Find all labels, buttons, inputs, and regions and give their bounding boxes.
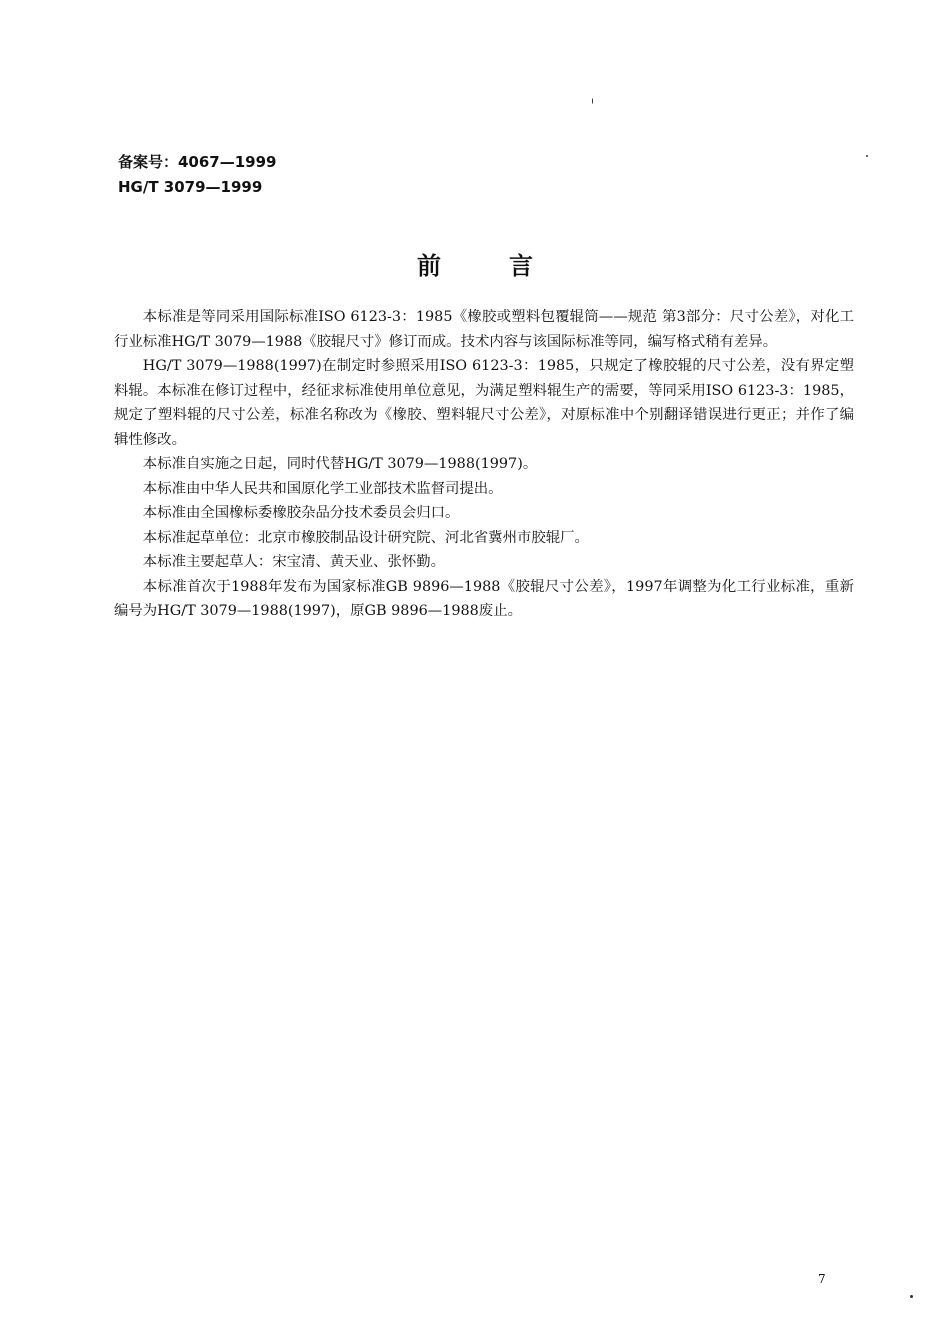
scan-speck <box>592 98 593 104</box>
page-number: 7 <box>818 1272 826 1286</box>
record-number-block <box>118 150 277 200</box>
paragraph-4: 本标准由中华人民共和国原化学工业部技术监督司提出。 <box>142 480 503 497</box>
paragraph-7: 本标准主要起草人：宋宝清、黄天业、张怀勤。 <box>142 554 446 570</box>
paragraph-3: 本标准自实施之日起，同时代替HG/T 3079—1988(1997)。 <box>142 456 538 472</box>
scan-speck <box>910 1295 913 1298</box>
paragraph-6: 本标准起草单位：北京市橡胶制品设计研究院、河北省冀州市胶辊厂。 <box>142 529 589 546</box>
paragraph-5: 本标准由全国橡标委橡胶杂品分技术委员会归口。 <box>142 505 460 521</box>
paragraph-8: 本标准首次于1988年发布为国家标准GB 9896—1988《胶辊尺寸公差》，1997年调整为化工行业标准，重新编号为HG/T 3079—1988(1997)，原GB 9896—1988废止。 <box>114 578 854 619</box>
page-title: 前言 <box>417 252 601 280</box>
standard-number: HG/T 3079—1999 <box>118 178 263 196</box>
record-number: 备案号：4067—1999 <box>118 153 277 171</box>
paragraph-2: HG/T 3079—1988(1997)在制定时参照采用ISO 6123-3：1985，只规定了橡胶辊的尺寸公差，没有界定塑料辊。本标准在修订过程中，经征求标准使用单位意见，为满足塑料辊生产的需要，等同采用ISO 6123-3：1985，规定了塑料辊的尺寸公差，标准名称改为《橡胶、塑料辊尺寸公差》，对原标准中个别翻译错误进行更正；并作了编辑性修改。 <box>114 358 854 448</box>
scan-speck <box>866 155 868 157</box>
paragraph-1: 本标准是等同采用国际标准ISO 6123-3：1985《橡胶或塑料包覆辊筒——规范 第3部分：尺寸公差》，对化工行业标准HG/T 3079—1988《胶辊尺寸》修订而成。技术内容与该国际标准等同，编写格式稍有差异。 <box>114 309 854 350</box>
foreword-body <box>114 305 854 624</box>
